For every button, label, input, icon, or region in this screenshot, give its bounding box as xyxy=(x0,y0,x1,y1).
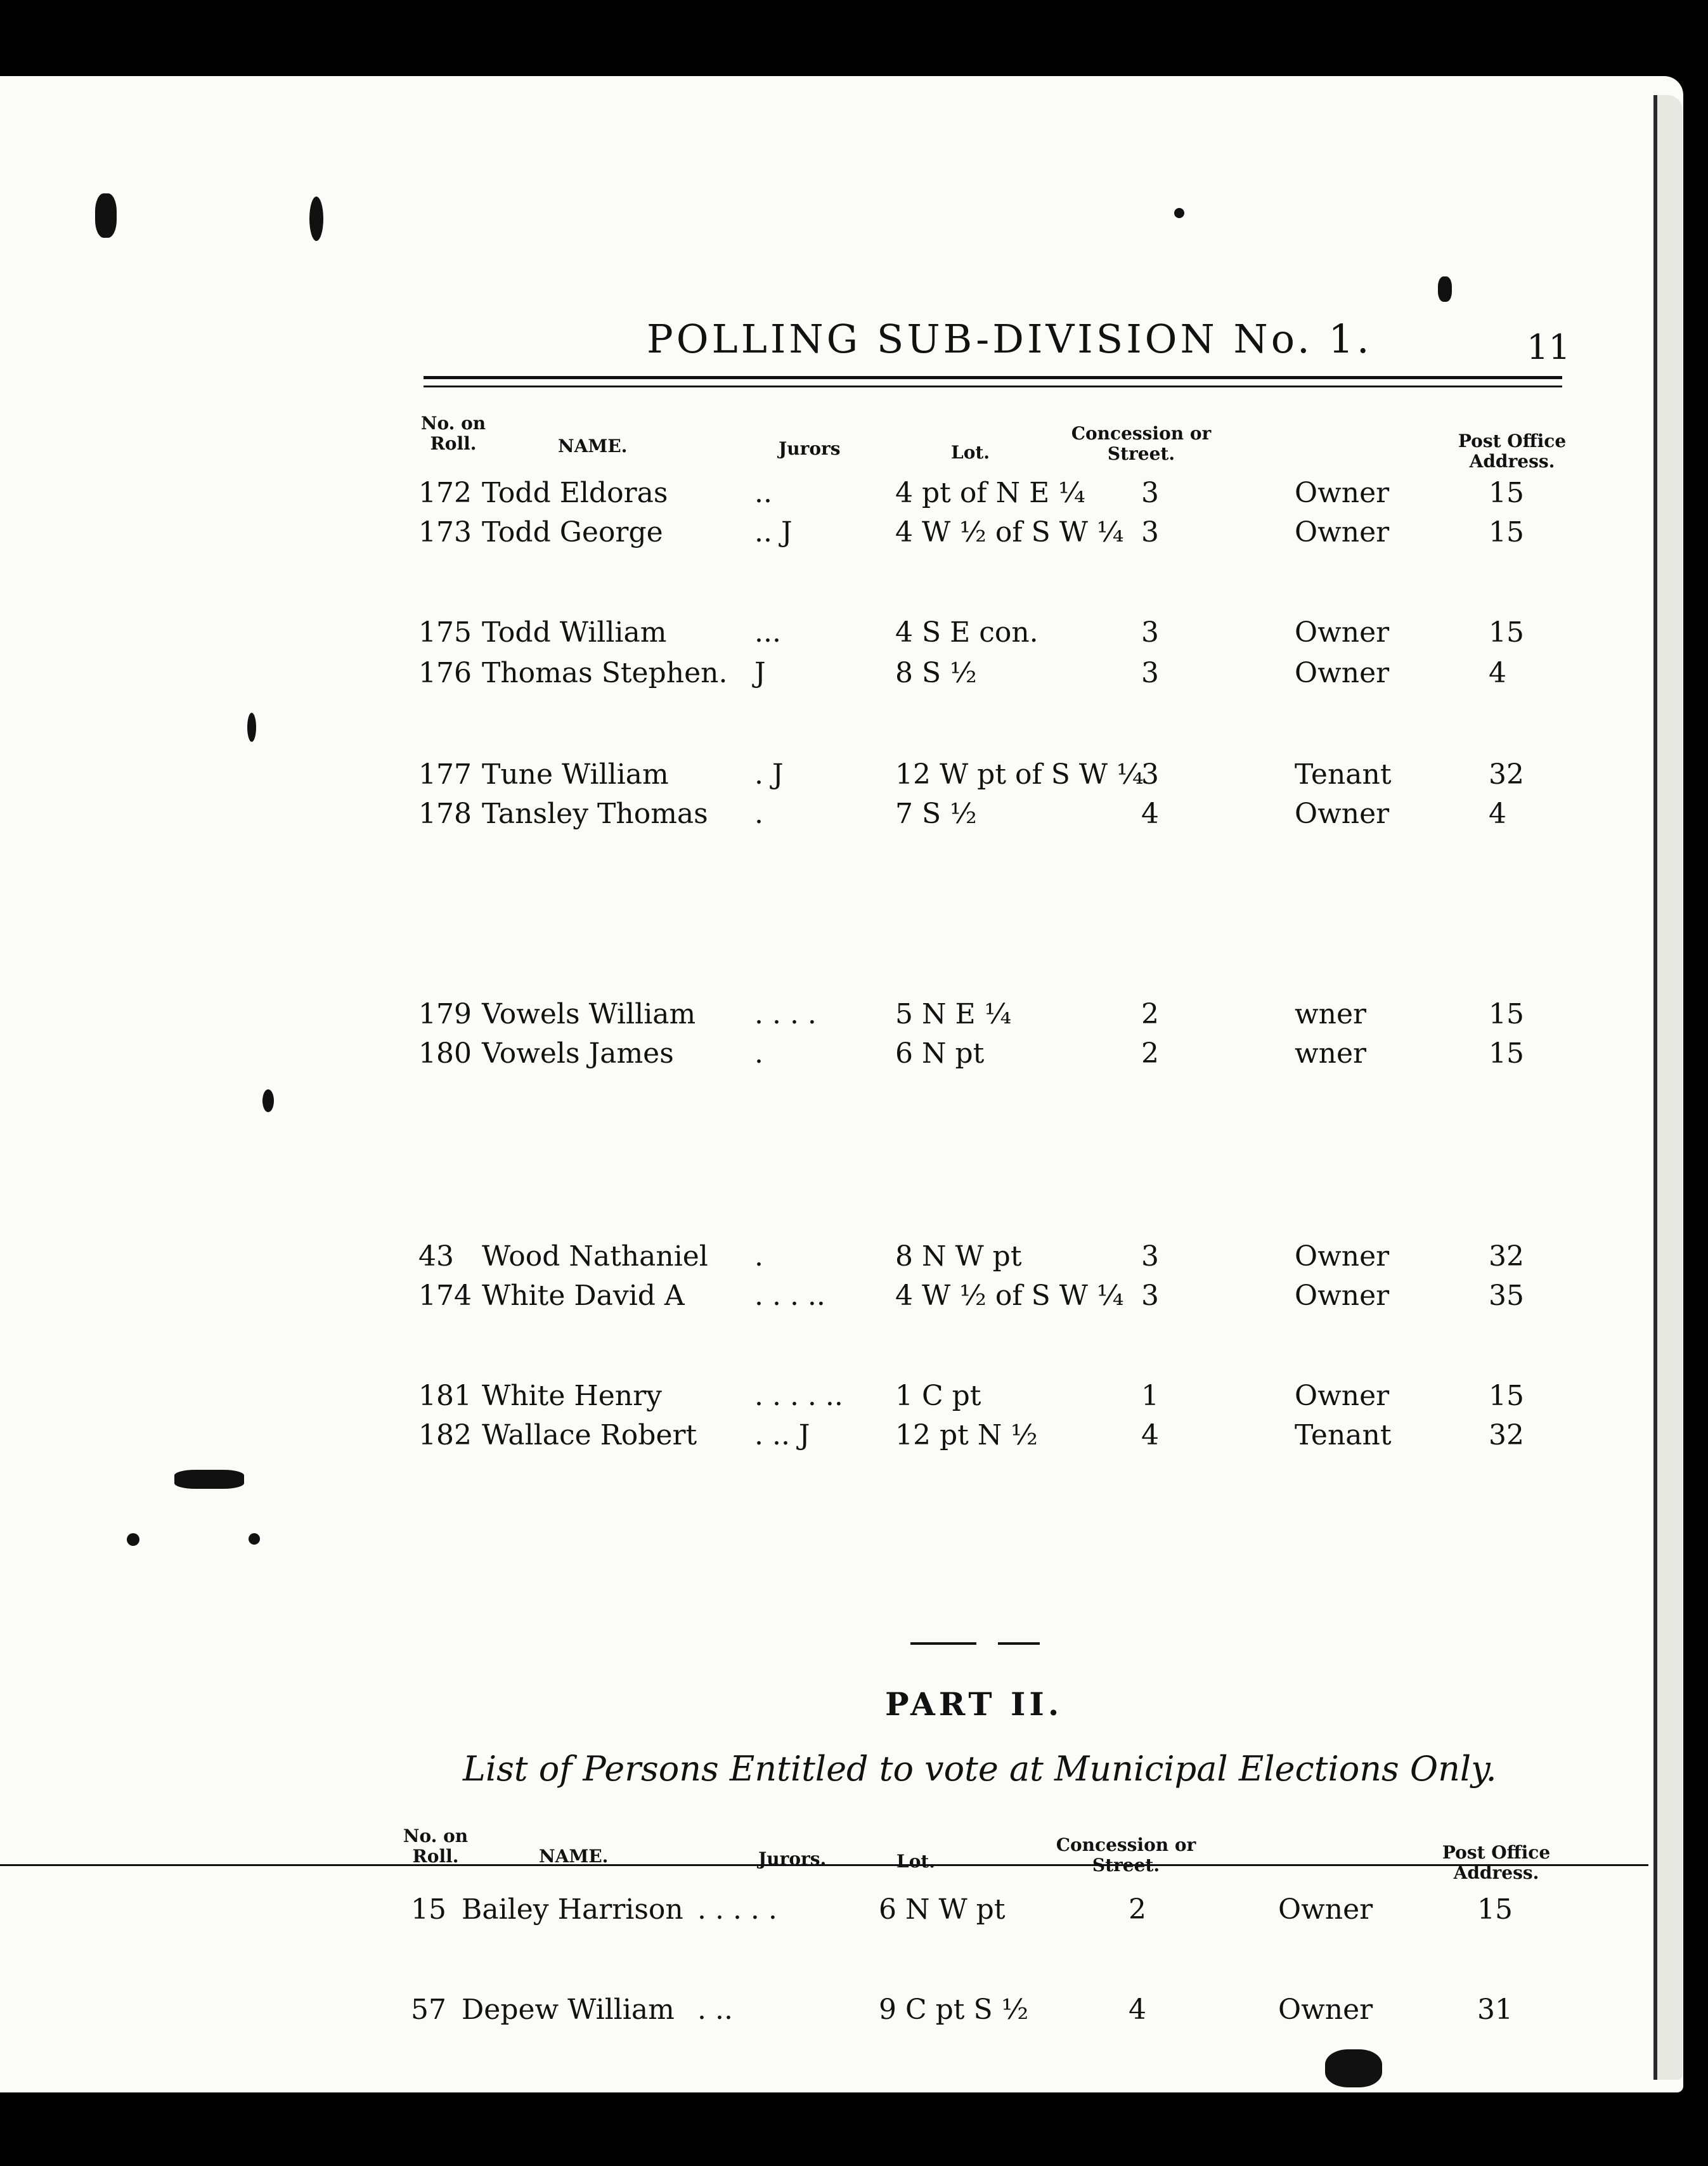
tenure-status: Owner xyxy=(1295,516,1390,548)
voter-name: Vowels William xyxy=(482,998,696,1030)
concession-cell: 2 xyxy=(1141,998,1159,1030)
post-office-cell: 15 xyxy=(1489,616,1524,649)
part2-title: PART II. xyxy=(885,1685,1063,1723)
ink-blot xyxy=(262,1089,274,1112)
tenure-status: Tenant xyxy=(1295,1419,1392,1451)
concession-cell: 4 xyxy=(1141,1419,1159,1451)
voter-name: Bailey Harrison xyxy=(462,1893,683,1926)
concession-cell: 4 xyxy=(1129,1994,1146,2026)
post-office-cell: 35 xyxy=(1489,1280,1524,1312)
lot-cell: 6 N pt xyxy=(895,1037,985,1070)
lot-cell: 4 pt of N E ¼ xyxy=(895,477,1085,509)
tenure-status: Owner xyxy=(1295,1280,1390,1312)
post-office-cell: 15 xyxy=(1489,516,1524,548)
col-header-name: NAME. xyxy=(558,436,628,457)
col-header-concession: Concession or Street. xyxy=(1056,1834,1196,1876)
roll-number: 173 xyxy=(418,516,472,548)
jurors-mark: . J xyxy=(754,758,784,791)
lot-cell: 12 pt N ½ xyxy=(895,1419,1038,1451)
voter-name: Wood Nathaniel xyxy=(482,1240,708,1273)
tenure-status: Owner xyxy=(1295,1380,1390,1412)
roll-number: 174 xyxy=(418,1280,472,1312)
jurors-mark: J xyxy=(754,657,766,689)
concession-cell: 3 xyxy=(1141,1280,1159,1312)
jurors-mark: . .. xyxy=(697,1994,733,2026)
tenure-status: Owner xyxy=(1278,1893,1373,1926)
page-edge xyxy=(1653,95,1683,2080)
concession-cell: 4 xyxy=(1141,798,1159,830)
jurors-mark: . xyxy=(754,1037,763,1070)
post-office-cell: 15 xyxy=(1477,1893,1513,1926)
lot-cell: 8 N W pt xyxy=(895,1240,1022,1273)
post-office-cell: 15 xyxy=(1489,477,1524,509)
tenure-status: wner xyxy=(1295,1037,1367,1070)
voter-name: Wallace Robert xyxy=(482,1419,697,1451)
roll-number: 178 xyxy=(418,798,472,830)
col-header-jurors: Jurors. xyxy=(758,1848,827,1869)
concession-cell: 2 xyxy=(1141,1037,1159,1070)
col-header-name: NAME. xyxy=(539,1846,609,1867)
roll-number: 179 xyxy=(418,998,472,1030)
roll-number: 180 xyxy=(418,1037,472,1070)
roll-number: 181 xyxy=(418,1380,472,1412)
voter-name: White Henry xyxy=(482,1380,662,1412)
col-header-lot: Lot. xyxy=(951,442,990,463)
roll-number: 172 xyxy=(418,477,472,509)
separator xyxy=(910,1642,976,1645)
lot-cell: 12 W pt of S W ¼ xyxy=(895,758,1144,791)
ink-blot xyxy=(127,1533,139,1546)
voter-name: Tansley Thomas xyxy=(482,798,708,830)
voter-name: White David A xyxy=(482,1280,685,1312)
col-header-roll: No. on Roll. xyxy=(420,413,486,454)
roll-number: 175 xyxy=(418,616,472,649)
lot-cell: 4 W ½ of S W ¼ xyxy=(895,1280,1124,1312)
post-office-cell: 4 xyxy=(1489,798,1506,830)
ink-blot xyxy=(249,1533,260,1545)
ink-blot xyxy=(1438,276,1452,302)
separator xyxy=(998,1642,1040,1645)
col-header-jurors: Jurors xyxy=(779,438,841,459)
post-office-cell: 31 xyxy=(1477,1994,1513,2026)
jurors-mark: .. xyxy=(754,477,772,509)
concession-cell: 3 xyxy=(1141,516,1159,548)
post-office-cell: 15 xyxy=(1489,1037,1524,1070)
voter-name: Thomas Stephen. xyxy=(482,657,728,689)
col-header-concession: Concession or Street. xyxy=(1071,423,1212,464)
jurors-mark: . xyxy=(754,798,763,830)
tenure-status: Owner xyxy=(1295,477,1390,509)
post-office-cell: 15 xyxy=(1489,1380,1524,1412)
lot-cell: 9 C pt S ½ xyxy=(879,1994,1029,2026)
concession-cell: 3 xyxy=(1141,758,1159,791)
tenure-status: Owner xyxy=(1295,616,1390,649)
lot-cell: 6 N W pt xyxy=(879,1893,1006,1926)
post-office-cell: 32 xyxy=(1489,1419,1524,1451)
tenure-status: Owner xyxy=(1295,1240,1390,1273)
col-header-roll: No. on Roll. xyxy=(403,1826,469,1867)
post-office-cell: 32 xyxy=(1489,758,1524,791)
lot-cell: 8 S ½ xyxy=(895,657,977,689)
jurors-mark: . .. J xyxy=(754,1419,810,1451)
jurors-mark: ... xyxy=(754,616,781,649)
header-rule xyxy=(424,386,1562,387)
tenure-status: Tenant xyxy=(1295,758,1392,791)
tenure-status: Owner xyxy=(1278,1994,1373,2026)
page-title: POLLING SUB-DIVISION No. 1. xyxy=(647,316,1373,362)
roll-number: 177 xyxy=(418,758,472,791)
voter-name: Depew William xyxy=(462,1994,675,2026)
jurors-mark: .. J xyxy=(754,516,793,548)
part2-subtitle: List of Persons Entitled to vote at Municipal Elections Only. xyxy=(463,1749,1497,1789)
lot-cell: 4 S E con. xyxy=(895,616,1038,649)
roll-number: 182 xyxy=(418,1419,472,1451)
concession-cell: 1 xyxy=(1141,1380,1159,1412)
post-office-cell: 32 xyxy=(1489,1240,1524,1273)
roll-number: 43 xyxy=(418,1240,454,1273)
jurors-mark: . . . . .. xyxy=(754,1380,843,1412)
concession-cell: 3 xyxy=(1141,616,1159,649)
ink-blot xyxy=(247,713,256,742)
jurors-mark: . . . . xyxy=(754,998,817,1030)
voter-name: Vowels James xyxy=(482,1037,674,1070)
tenure-status: wner xyxy=(1295,998,1367,1030)
scan-border-top xyxy=(0,0,1708,76)
jurors-mark: . . . .. xyxy=(754,1280,825,1312)
ink-blot xyxy=(1325,2049,1382,2087)
roll-number: 176 xyxy=(418,657,472,689)
post-office-cell: 15 xyxy=(1489,998,1524,1030)
col-header-post-office: Post Office Address. xyxy=(1458,431,1567,472)
roll-number: 15 xyxy=(411,1893,446,1926)
lot-cell: 5 N E ¼ xyxy=(895,998,1012,1030)
jurors-mark: . . . . . xyxy=(697,1893,777,1926)
voter-name: Todd Eldoras xyxy=(482,477,668,509)
col-header-post-office: Post Office Address. xyxy=(1442,1842,1551,1883)
voter-name: Todd William xyxy=(482,616,667,649)
voter-name: Todd George xyxy=(482,516,663,548)
concession-cell: 2 xyxy=(1129,1893,1146,1926)
post-office-cell: 4 xyxy=(1489,657,1506,689)
jurors-mark: . xyxy=(754,1240,763,1273)
tenure-status: Owner xyxy=(1295,798,1390,830)
ink-blot xyxy=(174,1470,244,1489)
col-header-lot: Lot. xyxy=(896,1851,936,1872)
ink-blot xyxy=(309,197,323,241)
lot-cell: 7 S ½ xyxy=(895,798,977,830)
lot-cell: 4 W ½ of S W ¼ xyxy=(895,516,1124,548)
concession-cell: 3 xyxy=(1141,657,1159,689)
tenure-status: Owner xyxy=(1295,657,1390,689)
ink-blot xyxy=(95,193,117,238)
page-number: 11 xyxy=(1527,327,1570,367)
lot-cell: 1 C pt xyxy=(895,1380,981,1412)
voter-name: Tune William xyxy=(482,758,669,791)
roll-number: 57 xyxy=(411,1994,446,2026)
concession-cell: 3 xyxy=(1141,1240,1159,1273)
header-rule xyxy=(424,376,1562,379)
concession-cell: 3 xyxy=(1141,477,1159,509)
ink-blot xyxy=(1174,208,1184,218)
